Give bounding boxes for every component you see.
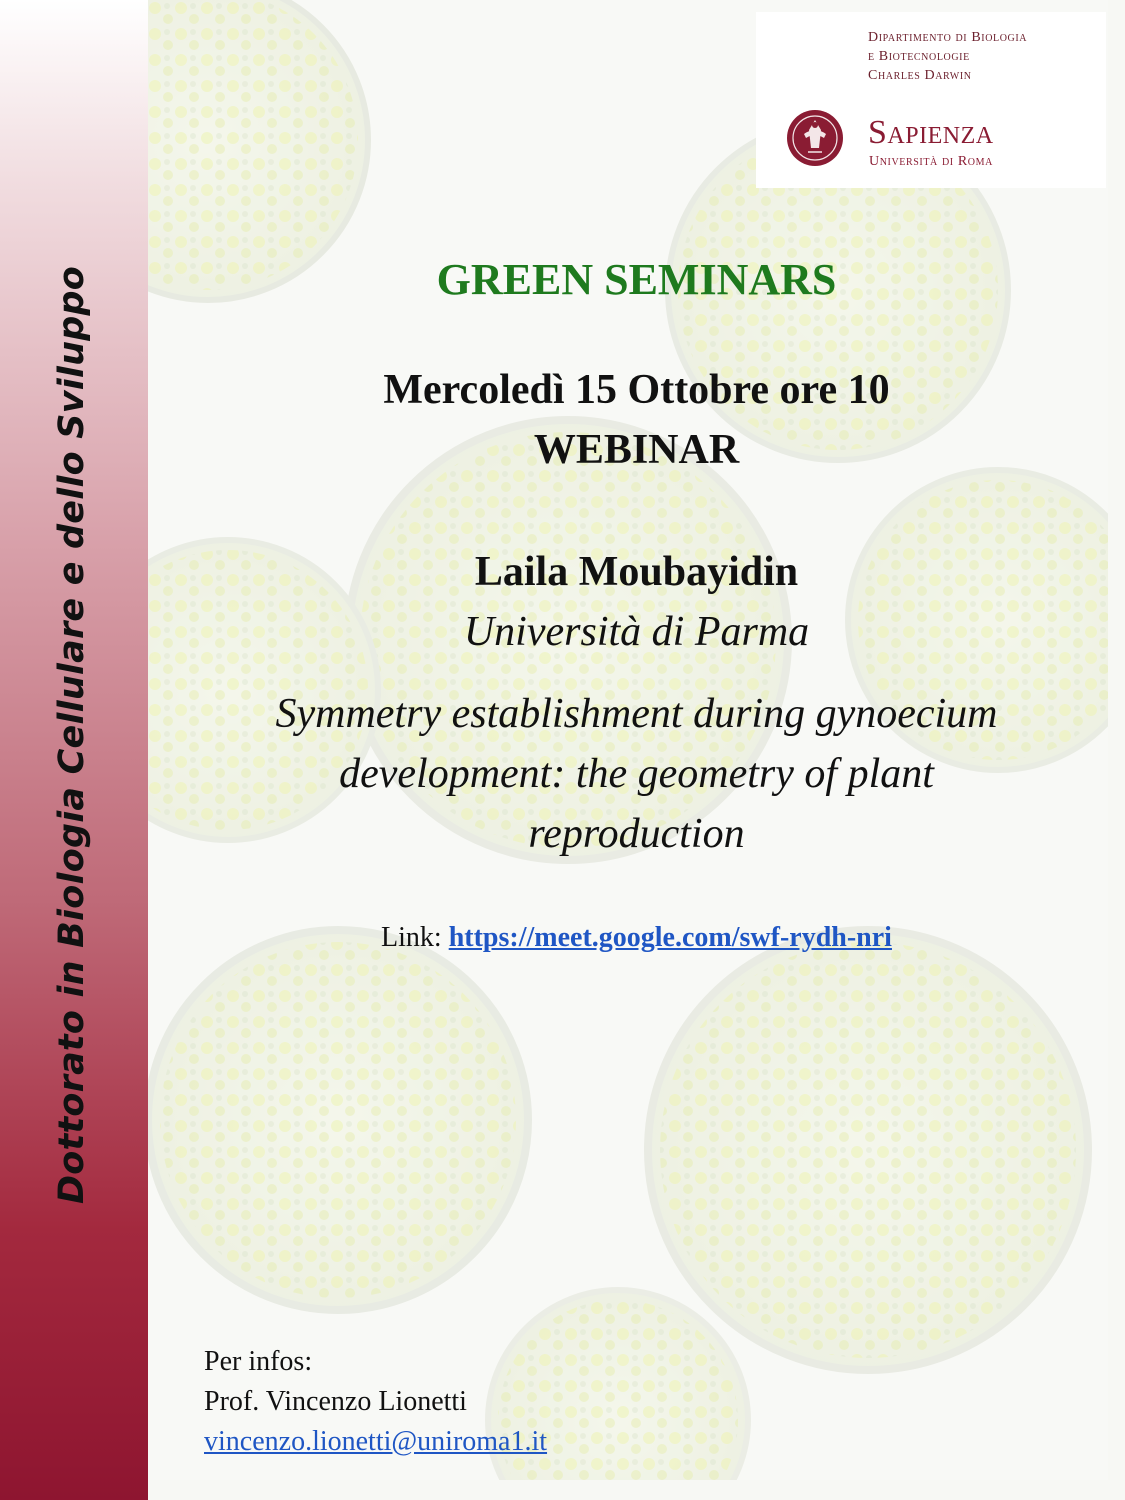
series-title: GREEN SEMINARS <box>436 255 837 304</box>
webinar-link-line <box>148 922 1125 954</box>
sapienza-seal-icon <box>786 108 844 168</box>
contact-name: Prof. Vincenzo Lionetti <box>204 1386 467 1417</box>
university-subtitle: Università di Roma <box>869 154 993 169</box>
department-line-2: e Biotecnologie <box>868 49 970 64</box>
talk-title-line-3: reproduction <box>528 811 745 857</box>
talk-title-line-2: development: the geometry of plant <box>339 751 934 797</box>
department-line-3: Charles Darwin <box>868 68 972 83</box>
department-name <box>868 28 1027 85</box>
webinar-link[interactable]: https://meet.google.com/swf-rydh-nri <box>448 922 892 953</box>
speaker-affiliation: Università di Parma <box>463 609 810 655</box>
talk-title <box>148 684 1125 864</box>
sidebar-program-title: Dottorato in Biologia Cellulare e dello Sviluppo <box>52 266 92 1204</box>
department-line-1: Dipartimento di Biologia <box>868 30 1028 45</box>
link-label: Link: <box>381 922 449 953</box>
contact-label: Per infos: <box>204 1346 313 1377</box>
event-format: WEBINAR <box>533 427 740 473</box>
contact-block <box>204 1342 547 1462</box>
event-date-time: Mercoledì 15 Ottobre ore 10 <box>383 367 890 413</box>
speaker-name: Laila Moubayidin <box>474 549 799 595</box>
talk-title-line-1: Symmetry establishment during gynoecium <box>275 691 998 737</box>
university-name: Sapienza <box>868 114 994 151</box>
sidebar-band <box>0 0 148 1500</box>
logo-block <box>756 12 1106 188</box>
contact-email-link[interactable]: vincenzo.lionetti@uniroma1.it <box>204 1426 548 1457</box>
